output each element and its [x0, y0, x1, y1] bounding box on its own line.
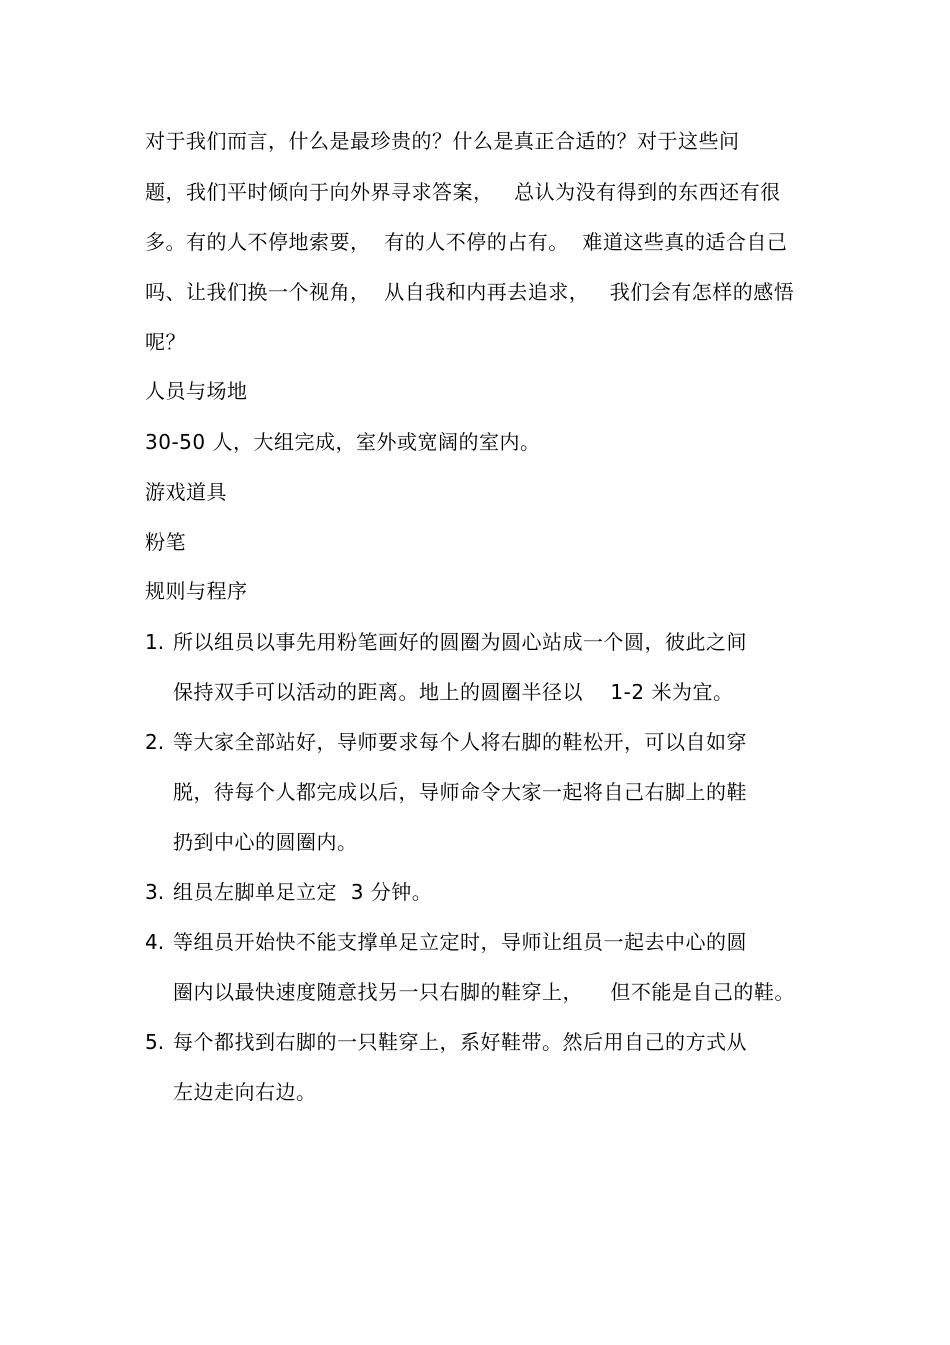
rule-number: 5.	[145, 1030, 165, 1054]
rule-line: 左边走向右边。	[173, 1080, 317, 1104]
intro-line: 多。有的人不停地索要， 有的人不停的占有。 难道这些真的适合自己	[145, 230, 788, 254]
personnel-heading: 人员与场地	[145, 379, 248, 403]
rule-line: 圈内以最快速度随意找另一只右脚的鞋穿上， 但不能是自己的鞋。	[173, 980, 795, 1004]
intro-line: 题，我们平时倾向于向外界寻求答案， 总认为没有得到的东西还有很	[145, 180, 781, 204]
rule-line: 每个都找到右脚的一只鞋穿上，系好鞋带。然后用自己的方式从	[173, 1030, 747, 1054]
intro-line: 呢？	[145, 330, 186, 354]
rule-line: 脱，待每个人都完成以后，导师命令大家一起将自己右脚上的鞋	[173, 780, 747, 804]
rule-number: 3.	[145, 880, 165, 904]
rule-line: 所以组员以事先用粉笔画好的圆圈为圆心站成一个圆，彼此之间	[173, 630, 747, 654]
rule-line: 保持双手可以活动的距离。地上的圆圈半径以 1-2 米为宜。	[173, 680, 734, 704]
rule-line: 组员左脚单足立定 3 分钟。	[173, 880, 433, 904]
props-text: 粉笔	[145, 530, 186, 554]
rules-heading: 规则与程序	[145, 579, 248, 603]
rule-line: 等组员开始快不能支撑单足立定时，导师让组员一起去中心的圆	[173, 930, 747, 954]
rule-line: 等大家全部站好，导师要求每个人将右脚的鞋松开，可以自如穿	[173, 730, 747, 754]
intro-line: 吗、让我们换一个视角， 从自我和内再去追求， 我们会有怎样的感悟	[145, 280, 795, 304]
rule-number: 4.	[145, 930, 165, 954]
rule-line: 扔到中心的圆圈内。	[173, 830, 358, 854]
props-heading: 游戏道具	[145, 480, 227, 504]
intro-line: 对于我们而言，什么是最珍贵的？什么是真正合适的？对于这些问	[145, 129, 740, 153]
personnel-text: 30-50 人，大组完成，室外或宽阔的室内。	[145, 430, 541, 454]
rule-number: 2.	[145, 730, 165, 754]
rule-number: 1.	[145, 630, 165, 654]
